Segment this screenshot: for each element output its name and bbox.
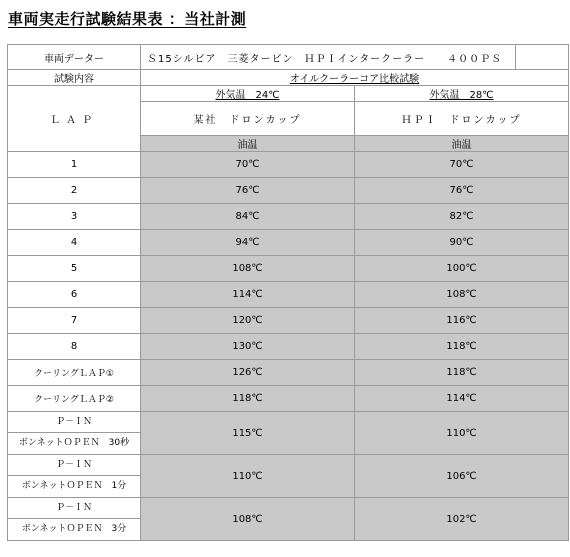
oil-temp-col1: 130℃ [141,334,355,360]
oil-temp-col2: 100℃ [355,256,569,282]
pit-in-label: Ｐ－ＩＮ [8,498,140,519]
oil-temp-col2: 102℃ [355,498,569,541]
table-row [8,230,569,256]
table-row [8,256,569,282]
lap-label: 8 [8,334,141,360]
lap-label: 5 [8,256,141,282]
oil-temp-col2: 114℃ [355,386,569,412]
column-header-col2: ＨＰＩ ドロンカップ [355,102,569,136]
subheader-col1: 油温 [141,136,355,152]
column-header-col1: 某社 ドロンカップ [141,102,355,136]
oil-temp-col1: 115℃ [141,412,355,455]
table-row [8,386,569,412]
oil-temp-col2: 118℃ [355,360,569,386]
oil-temp-col1: 76℃ [141,178,355,204]
oil-temp-col1: 70℃ [141,152,355,178]
table-row [8,282,569,308]
pit-in-label: Ｐ－ＩＮ [8,412,140,433]
oil-temp-col2: 110℃ [355,412,569,455]
lap-label: 1 [8,152,141,178]
oil-temp-col1: 108℃ [141,256,355,282]
results-table [7,44,569,541]
bonnet-lap-label [8,455,141,498]
oil-temp-col1: 126℃ [141,360,355,386]
oil-temp-col2: 118℃ [355,334,569,360]
table-row [8,178,569,204]
test-row [8,70,569,86]
bonnet-open-label: ボンネットＯＰＥＮ 1分 [21,481,127,491]
oil-temp-col2: 116℃ [355,308,569,334]
lap-label: 3 [8,204,141,230]
lap-label: 2 [8,178,141,204]
bonnet-open-label: ボンネットＯＰＥＮ 3分 [21,524,127,534]
vehicle-label: 車両データー [8,45,141,70]
page-title: 車両実走行試験結果表 ：当社計測 [8,10,247,28]
vehicle-value: Ｓ15シルビア 三菱タービン ＨＰＩインタークーラー ４００ＰＳ [141,45,516,69]
vehicle-row [8,45,569,70]
table-row [8,498,569,541]
lap-label: 6 [8,282,141,308]
oil-temp-col1: 110℃ [141,455,355,498]
ambient-row [8,86,569,102]
lap-label: クーリングＬＡＰ② [8,386,141,412]
oil-temp-col1: 94℃ [141,230,355,256]
oil-temp-col2: 108℃ [355,282,569,308]
oil-temp-col2: 106℃ [355,455,569,498]
oil-temp-col2: 70℃ [355,152,569,178]
table-row [8,334,569,360]
oil-temp-col2: 90℃ [355,230,569,256]
ambient-col2: 外気温 28℃ [355,86,569,102]
bonnet-lap-label [8,412,141,455]
oil-temp-col1: 118℃ [141,386,355,412]
oil-temp-col2: 82℃ [355,204,569,230]
lap-label: 7 [8,308,141,334]
subheader-col2: 油温 [355,136,569,152]
oil-temp-col1: 108℃ [141,498,355,541]
lap-header: ＬＡＰ [8,86,141,152]
pit-in-label: Ｐ－ＩＮ [8,455,140,476]
ambient-col1: 外気温 24℃ [141,86,355,102]
oil-temp-col1: 84℃ [141,204,355,230]
test-value: オイルクーラーコア比較試験 [141,70,569,86]
lap-label: 4 [8,230,141,256]
oil-temp-col2: 76℃ [355,178,569,204]
table-row [8,308,569,334]
oil-temp-col1: 114℃ [141,282,355,308]
oil-temp-col1: 120℃ [141,308,355,334]
table-row [8,152,569,178]
table-row [8,204,569,230]
table-row [8,360,569,386]
lap-label: クーリングＬＡＰ① [8,360,141,386]
bonnet-open-label: ボンネットＯＰＥＮ 30秒 [18,438,130,448]
table-row [8,412,569,455]
test-label: 試験内容 [8,70,141,86]
bonnet-lap-label [8,498,141,541]
table-row [8,455,569,498]
